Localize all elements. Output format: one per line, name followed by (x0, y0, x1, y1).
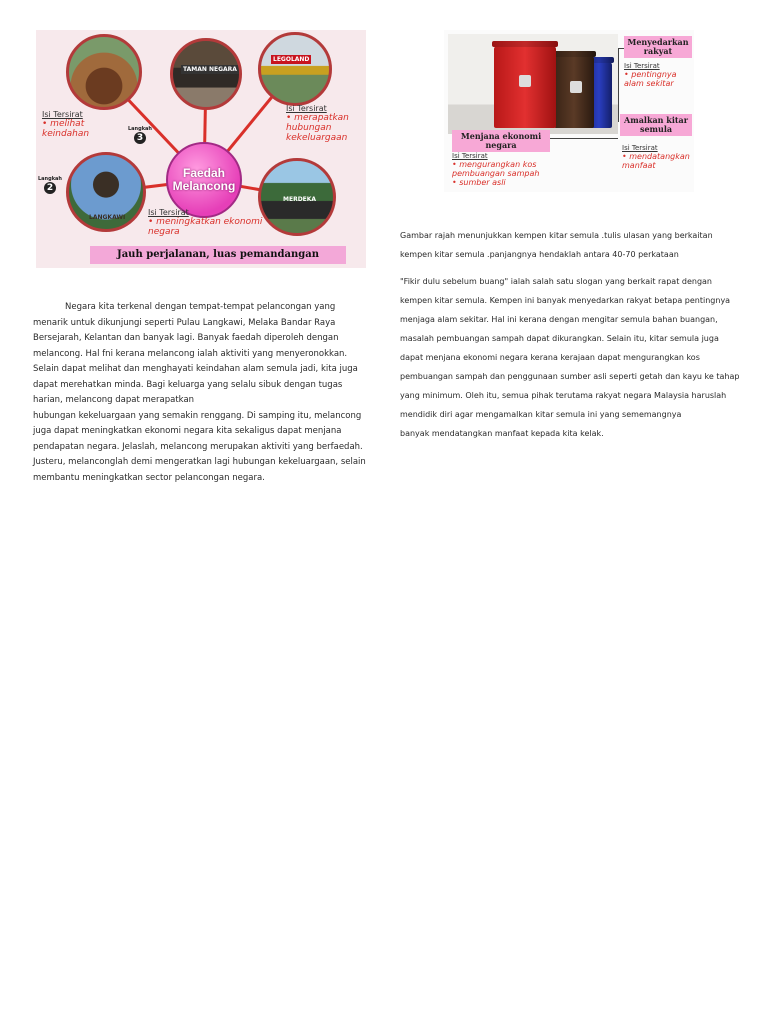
connector-line (618, 48, 619, 122)
fort-photo (66, 34, 142, 110)
note-text: • melihat keindahan (42, 119, 90, 139)
recycle-bins-photo (448, 34, 618, 134)
tourism-essay (33, 300, 369, 486)
note-text: • merapatkan hubungan kekeluargaan (286, 113, 349, 143)
tourism-mind-map-figure (36, 30, 366, 268)
note-ekonomi-right (452, 152, 562, 187)
museum-photo (170, 38, 242, 110)
note-hubungan (286, 104, 364, 143)
step-label: Langkah (128, 126, 152, 132)
connector-line (544, 138, 618, 139)
recycling-figure (444, 30, 694, 192)
museum-photo-label: TAMAN NEGARA (183, 66, 237, 73)
callout-amalkan-kitar-semula: Amalkan kitar semula (620, 114, 692, 136)
hub-line-1: Faedah (182, 166, 225, 180)
note-keindahan (42, 110, 128, 139)
step-2-badge (38, 176, 62, 194)
step-number: 2 (44, 182, 56, 194)
callout-menjana-ekonomi: Menjana ekonomi negara (452, 130, 550, 152)
note-title: Isi Tersirat (452, 152, 488, 160)
eagle-photo-label: LANGKAWI (89, 214, 126, 221)
essay-answer: "Fikir dulu sebelum buang" ialah salah satu slogan yang berkait rapat dengan kempen kitar semula. Kempen ini banyak menyedarkan rakyat betapa pentingnya menjaga alam sekitar. Hal ini kerana dengan mengitar semula bahan buangan, masalah pembuangan sampah dapat dikurangkan. Selain itu, kitar semula juga dapat menjana ekonomi negara kerana kerajaan dapat mengurangkan kos pembuangan sampah dan penggunaan sumber asli seperti getah dan kayu ke tahap yang minimum. Oleh itu, semua pihak terutama rakyat negara Malaysia haruslah mendidik diri agar mengamalkan kitar semula ini yang sememangnya (400, 277, 740, 419)
hub-line-2: Melancong (172, 179, 236, 193)
step-number: 3 (134, 132, 146, 144)
step-3-badge (128, 126, 152, 144)
note-title: Isi Tersirat (42, 110, 83, 119)
note-text: • pentingnya alam sekitar (624, 70, 677, 88)
legoland-photo (258, 32, 332, 106)
step-label: Langkah (38, 176, 62, 182)
recycling-essay (400, 226, 742, 443)
note-rakyat (624, 62, 692, 88)
note-text: • sumber asli (452, 178, 506, 187)
note-title: Isi Tersirat (624, 62, 660, 70)
essay-closing: banyak mendatangkan manfaat kepada kita kelak. (400, 429, 604, 438)
note-text: • meningkatkan ekonomi negara (148, 217, 263, 237)
red-bin (494, 46, 556, 128)
note-title: Isi Tersirat (286, 104, 327, 113)
tower-photo-label: MERDEKA (283, 196, 317, 203)
essay-paragraph-2: hubungan kekeluargaan yang semakin renggang. Di samping itu, melancong juga dapat meningkatkan ekonomi negara kita sekaligus dapat menjana pendapatan negara. Jelaslah, melancong merupakan aktiviti yang berfaedah. Justeru, melanconglah demi mengeratkan lagi hubungan kekeluargaan, selain membantu meningkatkan sector pelancongan negara. (33, 410, 366, 483)
brown-bin (554, 56, 594, 128)
proverb-banner: Jauh perjalanan, luas pemandangan (90, 246, 346, 264)
note-title: Isi Tersirat (148, 208, 189, 217)
callout-menyedarkan-rakyat: Menyedarkan rakyat (624, 36, 692, 58)
hub-faedah-melancong (166, 142, 242, 218)
note-ekonomi (148, 208, 284, 237)
eagle-statue-photo (66, 152, 146, 232)
note-title: Isi Tersirat (622, 144, 658, 152)
legoland-photo-label: LEGOLAND (273, 56, 310, 63)
essay-question: Gambar rajah menunjukkan kempen kitar semula .tulis ulasan yang berkaitan kempen kitar semula .panjangnya hendaklah antara 40-70 perkataan (400, 231, 713, 259)
note-text: • mendatangkan manfaat (622, 152, 690, 170)
note-amalkan (622, 144, 692, 170)
note-text: • mengurangkan kos pembuangan sampah (452, 160, 540, 178)
essay-paragraph-1: Negara kita terkenal dengan tempat-tempat pelancongan yang menarik untuk dikunjungi seperti Pulau Langkawi, Melaka Bandar Raya Bersejarah, Kelantan dan banyak lagi. Banyak faedah diperoleh dengan melancong. Hal fni kerana melancong ialah aktiviti yang menyeronokkan. Selain dapat melihat dan menghayati keindahan alam semula jadi, kita juga dapat merehatkan minda. Bagi keluarga yang selalu sibuk dengan tugas harian, melancong dapat merapatkan (33, 302, 358, 405)
